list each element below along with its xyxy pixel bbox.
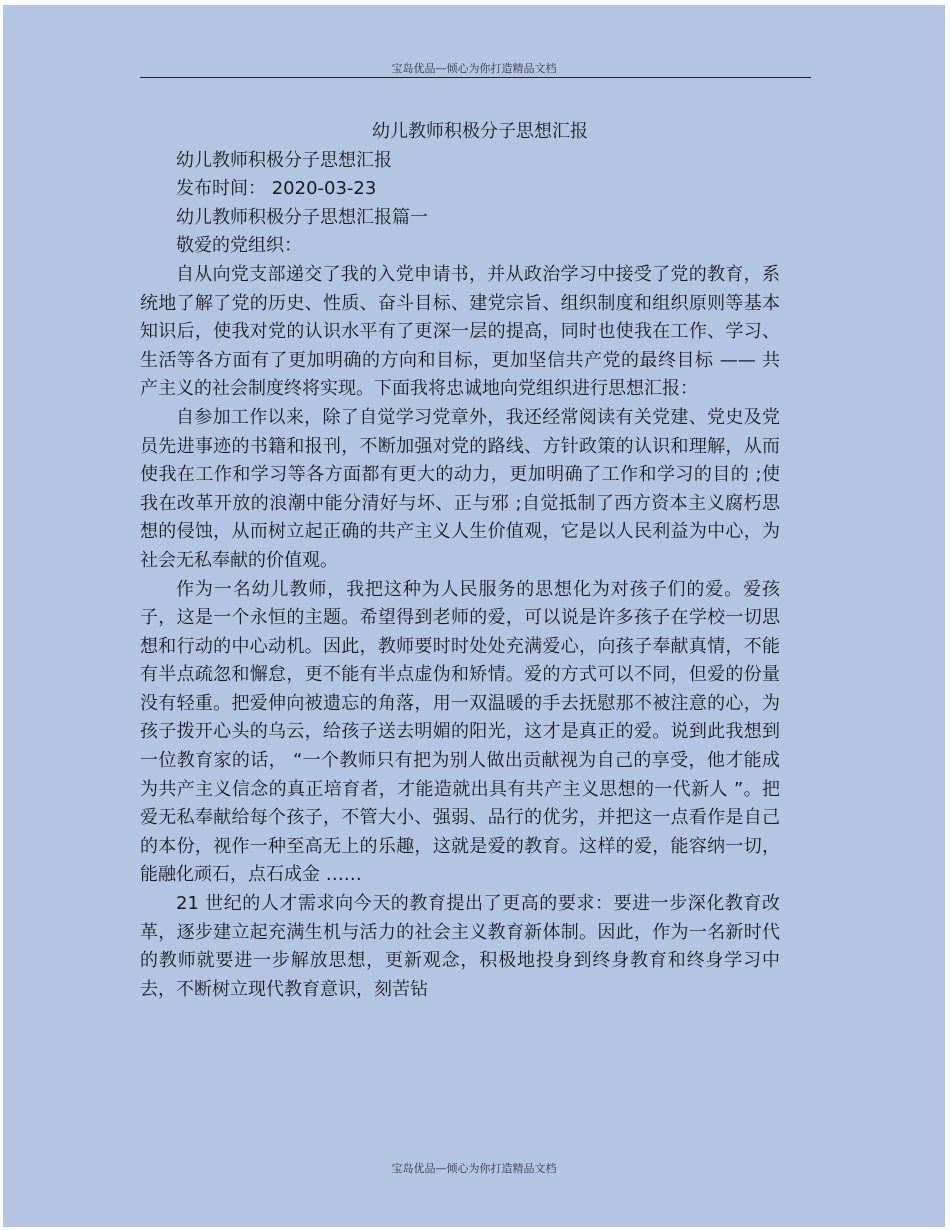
body-paragraph: 自从向党支部递交了我的入党申请书，并从政治学习中接受了党的教育，系统地了解了党的历史、性质、奋斗目标、建党宗旨、组织制度和组织原则等基本知识后，使我对党的认识水平有了更深一层的提高，同时也使我在工作、学习、生活等各方面有了更加明确的方向和目标，更加坚信共产党的最终目标 —— 共产主义的社会制度终将实现。下面我将忠诚地向党组织进行思想汇报： <box>140 263 780 400</box>
document-page <box>3 5 945 1227</box>
document-subtitle: 幼儿教师积极分子思想汇报 <box>176 149 392 171</box>
body-paragraph: 21 世纪的人才需求向今天的教育提出了更高的要求：要进一步深化教育改革，逐步建立起充满生机与活力的社会主义教育新体制。因此，作为一名新时代的教师就要进一步解放思想，更新观念，积极地投身到终身教育和终身学习中去，不断树立现代教育意识，刻苦钻 <box>140 893 780 1000</box>
body-paragraph: 自参加工作以来，除了自觉学习党章外，我还经常阅读有关党建、党史及党员先进事迹的书籍和报刊，不断加强对党的路线、方针政策的认识和理解，从而使我在工作和学习等各方面都有更大的动力，更加明确了工作和学习的目的 ;使我在改革开放的浪潮中能分清好与坏、正与邪 ;自觉抵制了西方资本主义腐朽思想的侵蚀，从而树立起正确的共产主义人生价值观，它是以人民利益为中心，为社会无私奉献的价值观。 <box>140 406 780 571</box>
salutation: 敬爱的党组织： <box>176 235 302 257</box>
page-header: 宝岛优品—倾心为你打造精品文档 <box>391 62 557 75</box>
page-footer: 宝岛优品—倾心为你打造精品文档 <box>391 1162 557 1175</box>
body-paragraph: 作为一名幼儿教师，我把这种为人民服务的思想化为对孩子们的爱。爱孩子，这是一个永恒的主题。希望得到老师的爱，可以说是许多孩子在学校一切思想和行动的中心动机。因此，教师要时时处处充满爱心，向孩子奉献真情，不能有半点疏忽和懈怠，更不能有半点虚伪和矫情。爱的方式可以不同，但爱的份量没有轻重。把爱伸向被遗忘的角落，用一双温暖的手去抚慰那不被注意的心，为孩子拨开心头的乌云，给孩子送去明媚的阳光，这才是真正的爱。说到此我想到一位教育家的话， “一个教师只有把为别人做出贡献视为自己的享受，他才能成为共产主义信念的真正培育者，才能造就出具有共产主义思想的一代新人 ”。把爱无私奉献给每个孩子，不管大小、强弱、品行的优劣，并把这一点看作是自己的本份，视作一种至高无上的乐趣，这就是爱的教育。这样的爱，能容纳一切，能融化顽石，点石成金 …… <box>140 578 780 886</box>
header-divider <box>140 77 811 78</box>
document-title: 幼儿教师积极分子思想汇报 <box>372 121 588 142</box>
document-body <box>140 118 780 1004</box>
section-heading: 幼儿教师积极分子思想汇报篇一 <box>176 206 428 228</box>
publish-date: 发布时间： 2020-03-23 <box>176 178 377 200</box>
